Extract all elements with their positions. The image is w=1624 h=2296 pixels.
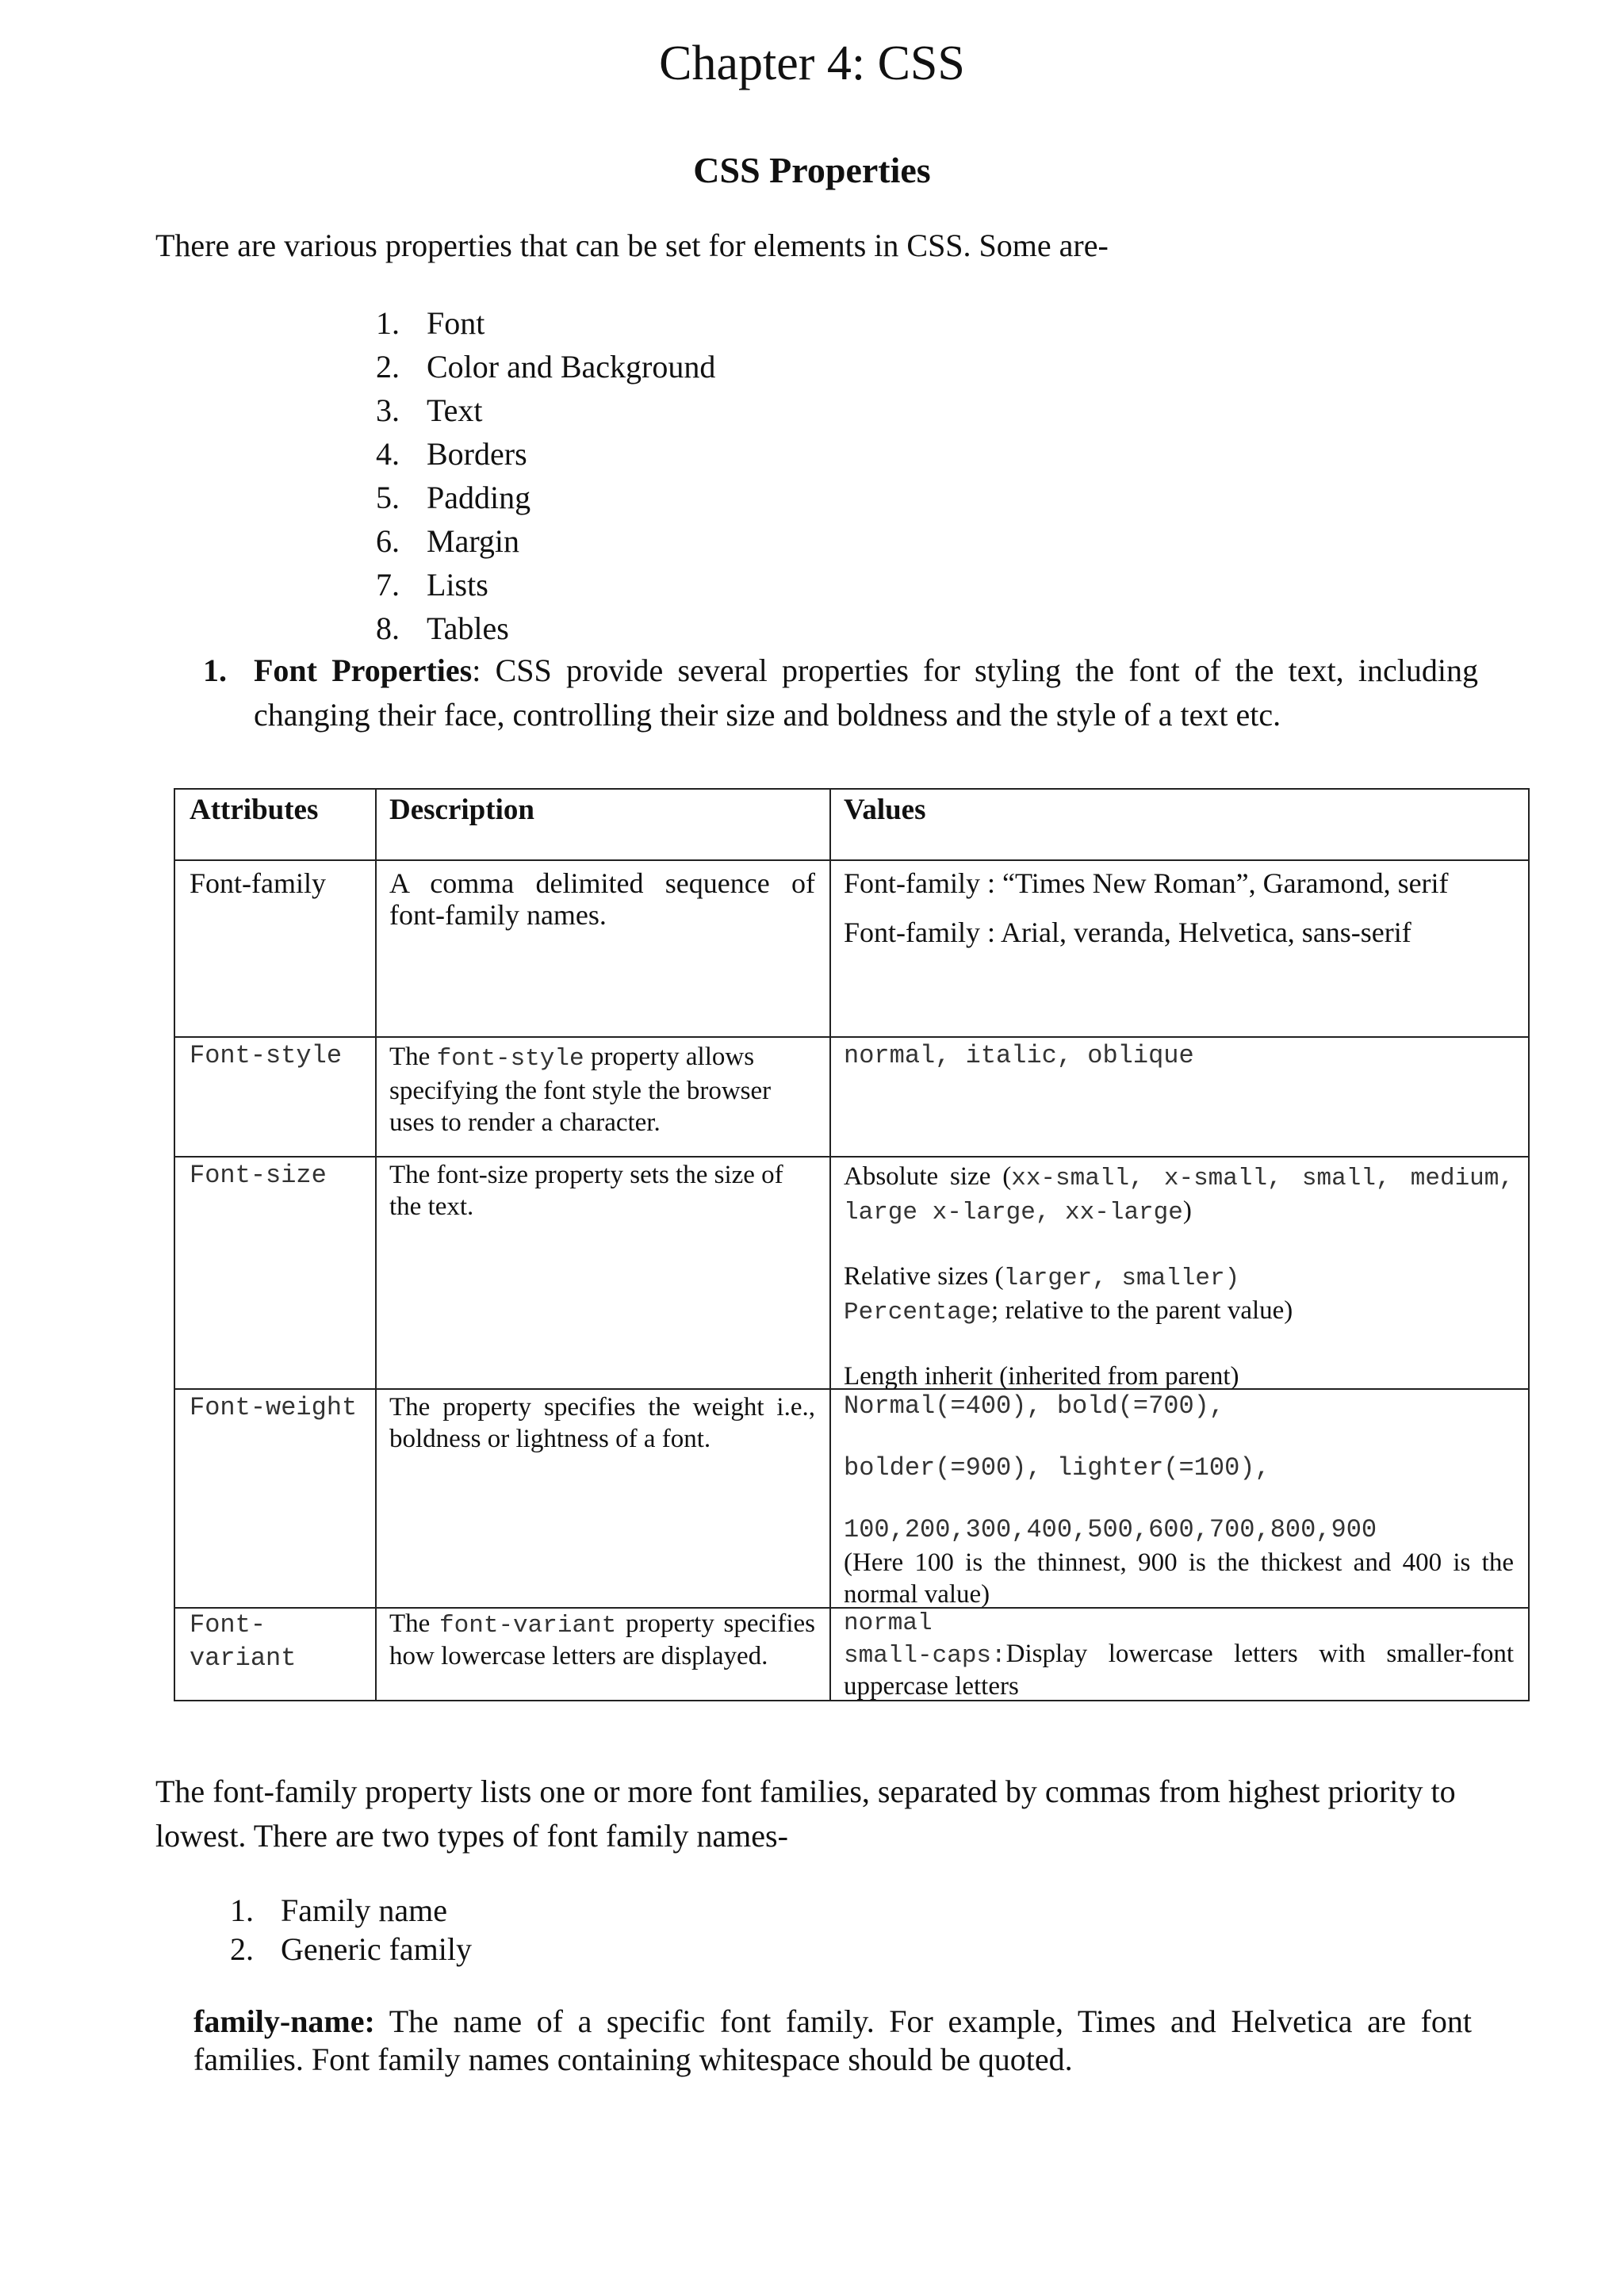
list-label: Borders [427, 436, 527, 472]
desc-text: property allows specifying the font style the browser uses to render a character. [389, 1043, 772, 1137]
family-name-definition [193, 2003, 1472, 2079]
family-types-list [230, 1891, 472, 1969]
property-list [376, 301, 715, 650]
chapter-title: Chapter 4: CSS [659, 36, 965, 90]
section-text: : CSS provide several properties for styling the font of the text, including changing their face, controlling their size and boldness and the style of a text etc. [254, 652, 1478, 733]
value-percentage [844, 1295, 1514, 1329]
value-code: Percentage [844, 1299, 992, 1326]
value-line [844, 1639, 1514, 1701]
attr-font-size: Font-size [190, 1161, 327, 1190]
value-label: Relative sizes ( [844, 1262, 1004, 1291]
header-description: Description [389, 794, 534, 826]
attr-font-weight: Font-weight [190, 1393, 358, 1422]
value-paren: ( [1002, 1162, 1012, 1191]
section-body [254, 649, 1478, 737]
desc-font-style [375, 1036, 829, 1143]
list-item [376, 476, 715, 519]
values-font-style: normal, italic, oblique [844, 1041, 1194, 1070]
list-number: 6. [376, 523, 400, 559]
desc-font-weight: The property specifies the weight i.e., boldness or lightness of a font. [389, 1393, 815, 1453]
list-item [376, 388, 715, 432]
font-family-paragraph: The font-family property lists one or more font families, separated by commas from highest priority to lowest. There are two types of font family names- [155, 1774, 1456, 1854]
list-item [376, 301, 715, 345]
list-label: Generic family [281, 1931, 472, 1967]
value-relative [844, 1261, 1514, 1295]
list-label: Lists [427, 567, 488, 603]
values-font-size [829, 1156, 1528, 1397]
values-font-variant [829, 1607, 1528, 1706]
header-attributes: Attributes [190, 794, 319, 826]
definition-term: family-name: [193, 2003, 375, 2039]
value-length: Length inherit (inherited from parent) [844, 1362, 1239, 1391]
value-text: Display lowercase letters with smaller-font uppercase letters [844, 1640, 1514, 1701]
desc-font-variant [375, 1607, 829, 1677]
value-code: larger, smaller) [1003, 1265, 1240, 1292]
list-number: 1. [376, 305, 400, 341]
list-item [376, 607, 715, 650]
list-number: 7. [376, 567, 400, 603]
section-title: CSS Properties [693, 150, 931, 190]
value-label: Absolute size [844, 1162, 991, 1191]
desc-text: property specifies how lowercase letters are displayed. [389, 1609, 816, 1670]
values-font-family [829, 859, 1528, 953]
attr-font-style: Font-style [190, 1041, 343, 1070]
value-line: Font-family : “Times New Roman”, Garamond, serif [844, 867, 1449, 899]
list-label: Color and Background [427, 349, 716, 385]
list-item [376, 519, 715, 563]
value-note: (Here 100 is the thinnest, 900 is the thickest and 400 is the normal value) [844, 1548, 1514, 1609]
value-code: xx-small, x-small, small, medium, large x-large, xx-large [844, 1165, 1514, 1226]
value-paren: ) [1182, 1196, 1192, 1225]
desc-font-family: A comma delimited sequence of font-family names. [389, 867, 815, 931]
value-line: bolder(=900), lighter(=100), [844, 1453, 1270, 1483]
list-item [376, 432, 715, 476]
list-item [376, 345, 715, 388]
list-label: Text [427, 392, 483, 428]
list-number: 3. [376, 392, 400, 428]
value-line: 100,200,300,400,500,600,700,800,900 [844, 1515, 1377, 1544]
font-properties-section [203, 649, 1478, 737]
value-line: Font-family : Arial, veranda, Helvetica, sans-serif [844, 916, 1411, 948]
list-number: 2. [230, 1931, 254, 1967]
desc-font-size: The font-size property sets the size of the text. [389, 1161, 783, 1221]
value-code: normal [844, 1609, 933, 1637]
list-number: 5. [376, 480, 400, 515]
list-item [230, 1891, 472, 1930]
values-font-weight [829, 1388, 1528, 1615]
attr-font-family: Font-family [190, 867, 326, 899]
list-label: Margin [427, 523, 520, 559]
desc-text: The [389, 1043, 437, 1071]
font-properties-table [174, 788, 1530, 1701]
section-heading: Font Properties [254, 652, 473, 688]
value-text: ; relative to the parent value) [991, 1296, 1293, 1325]
value-line: Normal(=400), bold(=700), [844, 1391, 1225, 1421]
intro-paragraph: There are various properties that can be set for elements in CSS. Some are- [155, 228, 1109, 263]
attr-font-variant: Font-variant [190, 1610, 297, 1673]
desc-text: The [389, 1609, 440, 1638]
desc-code: font-variant [439, 1612, 617, 1640]
list-label: Padding [427, 480, 531, 515]
list-number: 2. [376, 349, 400, 385]
list-label: Family name [281, 1892, 447, 1928]
section-number: 1. [203, 652, 227, 688]
list-label: Tables [427, 610, 509, 646]
list-number: 4. [376, 436, 400, 472]
header-values: Values [844, 794, 926, 826]
definition-text: The name of a specific font family. For example, Times and Helvetica are font families. Font family names containing whitespace should be quoted. [193, 2003, 1472, 2077]
list-number: 1. [230, 1892, 254, 1928]
list-label: Font [427, 305, 485, 341]
list-number: 8. [376, 610, 400, 646]
desc-code: font-style [436, 1045, 584, 1073]
list-item [376, 563, 715, 607]
value-absolute [844, 1161, 1514, 1229]
list-item [230, 1930, 472, 1969]
value-code: small-caps: [844, 1642, 1006, 1670]
